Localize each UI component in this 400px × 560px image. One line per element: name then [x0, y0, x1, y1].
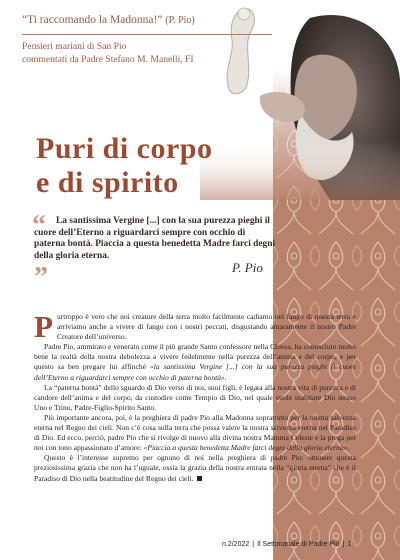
open-quote-mark: “: [32, 210, 46, 241]
subtitle-line-1: Pensieri mariani di San Pio: [22, 41, 127, 52]
end-of-article-mark: [197, 476, 202, 481]
body-paragraph-3: La “paterna bontà” dello sguardo di Dio verso di noi, suoi figli, è legata alla nostra vita di purezza e di candore dell’anima e del corpo, da custodire come Tempio di Dio, nel quale vuole inabitare Dio stesso Uno e Trino, Padre-Figlio-Spirito Santo.: [34, 382, 356, 412]
header-quote: [22, 14, 195, 26]
magazine-name: Il Settimanale di Padre Pio: [257, 541, 340, 548]
header-quote-attribution: (P. Pio): [165, 15, 195, 26]
body-paragraph-4: Più importante ancora, poi, è la preghiera di padre Pio alla Madonna soprattutto per la nostra salvezza eterna nel Regno dei cieli. Non c’è cosa sulla terra che possa valere la nostra salvezza eterna nel Paradiso di Dio. Ed ecco, perciò, padre Pio che si rivolge di nuovo alla divina nostra Mamma Celeste e la prega per noi con tono appassionato d’amore: «Piaccia a questa benedetta Madre farci degni della gloria eterna».: [34, 412, 356, 453]
padre-pio-photo: [200, 0, 400, 200]
close-quote-mark: ”: [34, 262, 48, 293]
padre-pio-signature: P. Pio: [232, 260, 263, 275]
article-body: [34, 309, 356, 484]
article-title: [36, 132, 213, 200]
pull-quote-text: La santissima Vergine [...] con la sua purezza pieghi il cuore dell’Eterno a riguardarci sempre con occhio di paterna bontà. Piaccia a questa benedetta Madre farci degni della gloria eterna.: [34, 216, 276, 261]
subtitle-line-2: commentati da Padre Stefano M. Manelli, FI: [22, 54, 194, 65]
body-paragraph-1: Purtroppo è vero che noi creature della terra molto facilmente cadiamo nel fango di questa terra e arriviamo anche a vivere di fango con i nostri peccati, disgustando amaramente il nostro Padre Creatore dell’universo.: [34, 309, 356, 344]
page-number: 1: [347, 541, 352, 548]
body-paragraph-5: Questo è l’interesse supremo per ognuno di noi nella preghiera di padre Pio: ottenere questa preziosissima grazia che non ha l’uguale, ossia la grazia della nostra entrata nella “gloria eterna” che è il Paradiso di Dio nella beatitudine del Regno dei cieli.: [34, 453, 356, 483]
title-line-1: Puri di corpo: [36, 132, 213, 165]
issue-number: n.2/2022: [222, 541, 250, 548]
drop-cap: P: [34, 309, 53, 344]
series-subtitle: [22, 40, 272, 66]
header-quote-text: “Ti raccomando la Madonna!”: [22, 14, 163, 26]
page-footer: n.2/2022 | Il Settimanale di Padre Pio | 1: [222, 541, 352, 548]
body-paragraph-2: Padre Pio, ammirato e venerato come il più grande Santo confessore nella Chiesa, ha conosciuto molto bene la realtà della nostra debolezza a vivere fedelmente nella purezza dell’anima e del corpo, e per questo sa ben pregare lui affinché «la santissima Vergine [...] con la sua purezza pieghi il cuore dell’Eterno a riguardarci sempre con occhio di paterna bontà».: [34, 342, 356, 382]
title-line-2: e di spirito: [36, 166, 179, 199]
header-divider: [22, 34, 272, 35]
